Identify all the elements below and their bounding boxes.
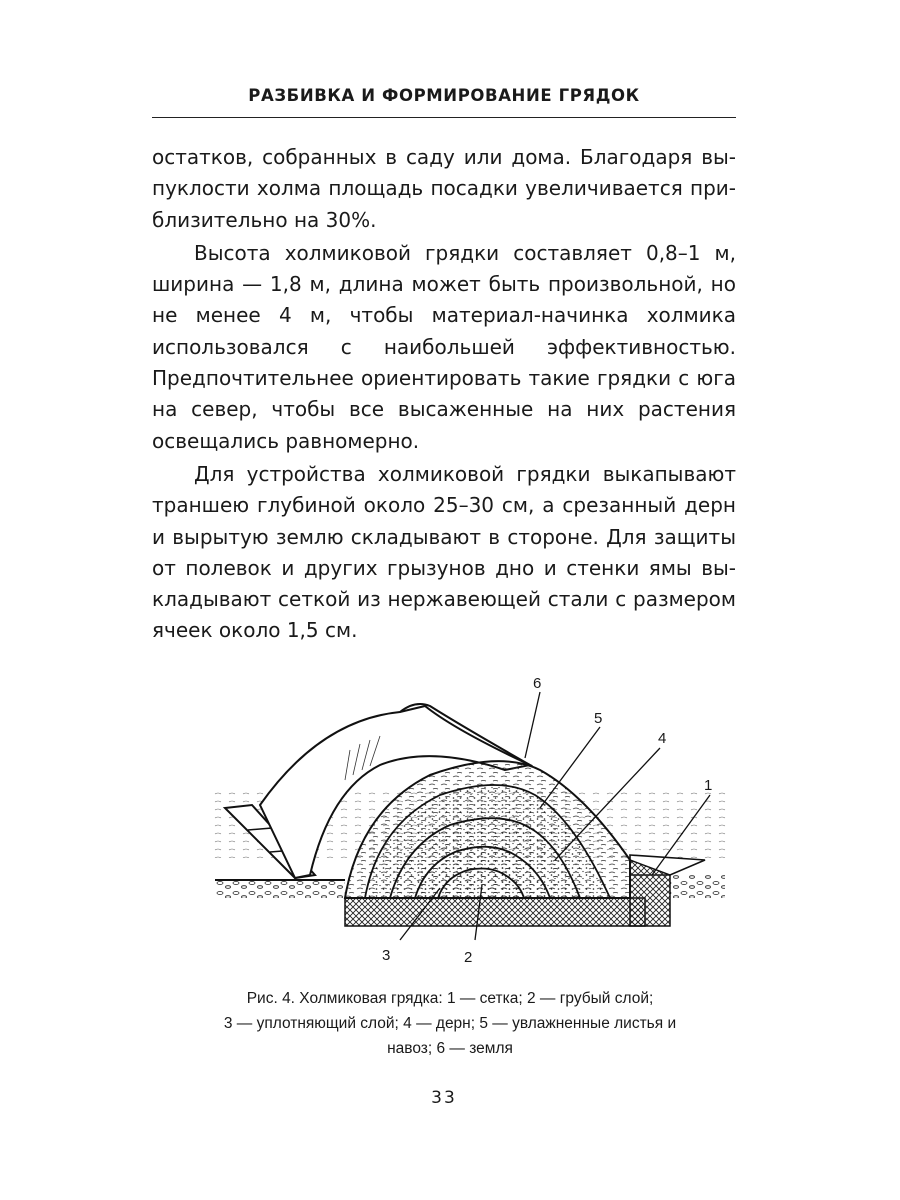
label-5: 5 — [594, 710, 603, 727]
paragraph-2: Высота холмиковой грядки составляет 0,8–1 м, ширина — 1,8 м, длина может быть произвольной, но не менее 4 м, чтобы материал-начинка холмика использовался с наибольшей эффективностью. Предпочтительнее ориентировать такие грядки с юга на север, чтобы все высаженные на них растения освещались равномерно. — [152, 240, 736, 453]
paragraph-1: остатков, собранных в саду или дома. Благодаря выпуклости холма площадь посадки увеличивается приблизительно на 30%. — [152, 145, 736, 232]
left-soil — [215, 880, 345, 898]
label-4: 4 — [658, 730, 667, 747]
page-number: 33 — [431, 1088, 457, 1108]
label-3: 3 — [382, 947, 391, 964]
hill-bed-illustration — [200, 670, 740, 970]
running-header: РАЗБИВКА И ФОРМИРОВАНИЕ ГРЯДОК — [248, 86, 640, 105]
figure-hill-bed — [200, 670, 740, 970]
right-soil — [670, 875, 725, 898]
label-2: 2 — [464, 949, 473, 966]
figure-caption — [160, 986, 740, 1061]
paragraph-3: Для устройства холмиковой грядки выкапывают траншею глубиной около 25–30 см, а срезанный дерн и вырытую землю складывают в стороне. Для защиты от полевок и других грызунов дно и стенки ямы выкладывают сеткой из нержавеющей стали с размером ячеек около 1,5 см. — [152, 461, 736, 643]
header-rule — [152, 117, 736, 118]
label-6: 6 — [533, 675, 542, 692]
mesh-base — [345, 898, 645, 926]
caption-line-1: Рис. 4. Холмиковая грядка: 1 — сетка; 2 — грубый слой; — [246, 990, 654, 1007]
body-text — [152, 142, 736, 647]
label-1: 1 — [704, 777, 713, 794]
caption-line-3: навоз; 6 — земля — [387, 1040, 513, 1057]
caption-line-2: 3 — уплотняющий слой; 4 — дерн; 5 — увлажненные листья и — [223, 1015, 677, 1032]
